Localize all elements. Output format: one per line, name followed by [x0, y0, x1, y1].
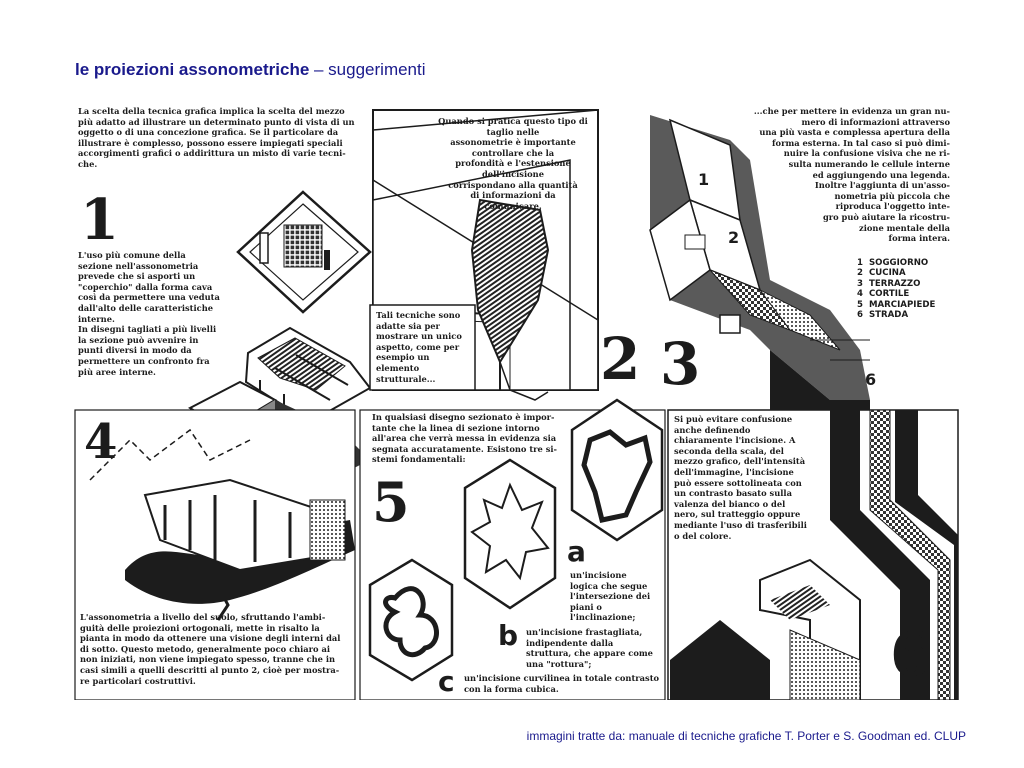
section5-shape-c [370, 560, 452, 680]
street-label-6: 6 [865, 370, 877, 389]
legend-item: 1 SOGGIORNO [857, 258, 929, 268]
legend-list [857, 258, 935, 320]
section2-box-text: Tali tecniche sono adatte sia per mostrare un unico aspetto, come per esempio un elemento strutturale... [376, 310, 462, 384]
section4-number: 4 [84, 414, 118, 470]
section2-number: 2 [600, 325, 641, 393]
letter-b: b [498, 619, 519, 652]
illustration-plate [70, 100, 960, 700]
intro-text: La scelta della tecnica grafica implica la scelta del mezzo più adatto ad illustrare un determinato punto di vista di un oggetto o di una concezione grafica. Se il particolare da illustrare è complesso, possono essere impiegati speciali accorgimenti grafici o addirittura un misto di varie tecni- che. [78, 106, 355, 169]
section4-text: L'assonometria a livello del suolo, sfruttando l'ambi- guità delle proiezioni ortogonali, mette in risalto la pianta in modo da ottenere una visione degli interni dal di sotto. Questo metodo, generalmente poco chiaro ai non iniziati, non viene impiegato spesso, tranne che in casi simili a quelli descritti al punto 2, cioè per mostra- re particolari costruttivi. [80, 612, 341, 686]
caption-c: un'incisione curvilinea in totale contrasto con la forma cubica. [464, 673, 660, 694]
section2-top-text: Quando si pratica questo tipo di taglio nelle assonometrie è importante controllare che la profondità e l'estensione dell'incisione corrispondano alla quantità di informazioni da comunicare. [438, 116, 588, 211]
caption-a: un'incisione logica che segue l'intersezione dei piani o l'inclinazione; [570, 570, 651, 623]
letter-c: c [438, 665, 455, 698]
section5-number: 5 [372, 470, 410, 534]
room-label-2: 2 [728, 228, 740, 247]
letter-a: a [567, 535, 586, 568]
legend-item: 3 TERRAZZO [857, 278, 921, 289]
slide-title-bold: le proiezioni assonometriche [75, 60, 310, 79]
slide-title-rest: – suggerimenti [309, 60, 426, 79]
caption-b: un'incisione frastagliata, indipendente dalla struttura, che appare come una "rottura"; [526, 627, 653, 669]
slide-title [75, 60, 426, 80]
section1-number: 1 [80, 187, 119, 253]
section3-number: 3 [660, 330, 701, 398]
section6-text: Si può evitare confusione anche definendo chiaramente l'incisione. A seconda della scala, del mezzo grafico, dell'intensità dell'immagine, l'incisione può essere sottolineata con un contrasto basato sulla valenza del bianco o del nero, sul tratteggio oppure mediante l'uso di trasferibili o del colore. [674, 414, 807, 541]
room-label-1: 1 [698, 170, 710, 189]
section5-shape-a [572, 400, 662, 540]
section1-text: L'uso più comune della sezione nell'assonometria prevede che si asporti un "coperchio" dalla forma cava così da permettere una veduta dall'alto delle caratteristiche interne. In disegni tagliati a più livelli la sezione può avvenire in punti diversi in modo da permettere un confronto fra più aree interne. [78, 250, 220, 377]
section5-text: In qualsiasi disegno sezionato è impor- tante che la linea di sezione intorno all'area che verrà messa in evidenza sia segnata accuratamente. Esistono tre si- stemi fondamentali: [372, 412, 557, 465]
section5-shape-b [465, 460, 555, 608]
legend-item: 6 STRADA [857, 310, 909, 321]
section1-diamond-drawing [238, 192, 370, 312]
section6-number: 6 [890, 620, 932, 690]
legend-item: 4 CORTILE [857, 289, 910, 300]
image-credit: immagini tratte da: manuale di tecniche grafiche T. Porter e S. Goodman ed. CLUP [526, 729, 966, 743]
legend-item: 2 CUCINA [857, 268, 906, 279]
section3-text: ...che per mettere in evidenza un gran nu- mero di informazioni attraverso una più vasta e complessa apertura della forma esterna. In tal caso si può dimi- nuire la confusione visiva che ne ri- sulta numerando le cellule interne ed aggiungendo una legenda. Inoltre l'aggiunta di un'asso- nometria più piccola che riproduca l'oggetto inte- gro può aiutare la ricostru- zione mentale della forma intera. [753, 106, 950, 244]
legend-item: 5 MARCIAPIEDE [857, 299, 936, 310]
